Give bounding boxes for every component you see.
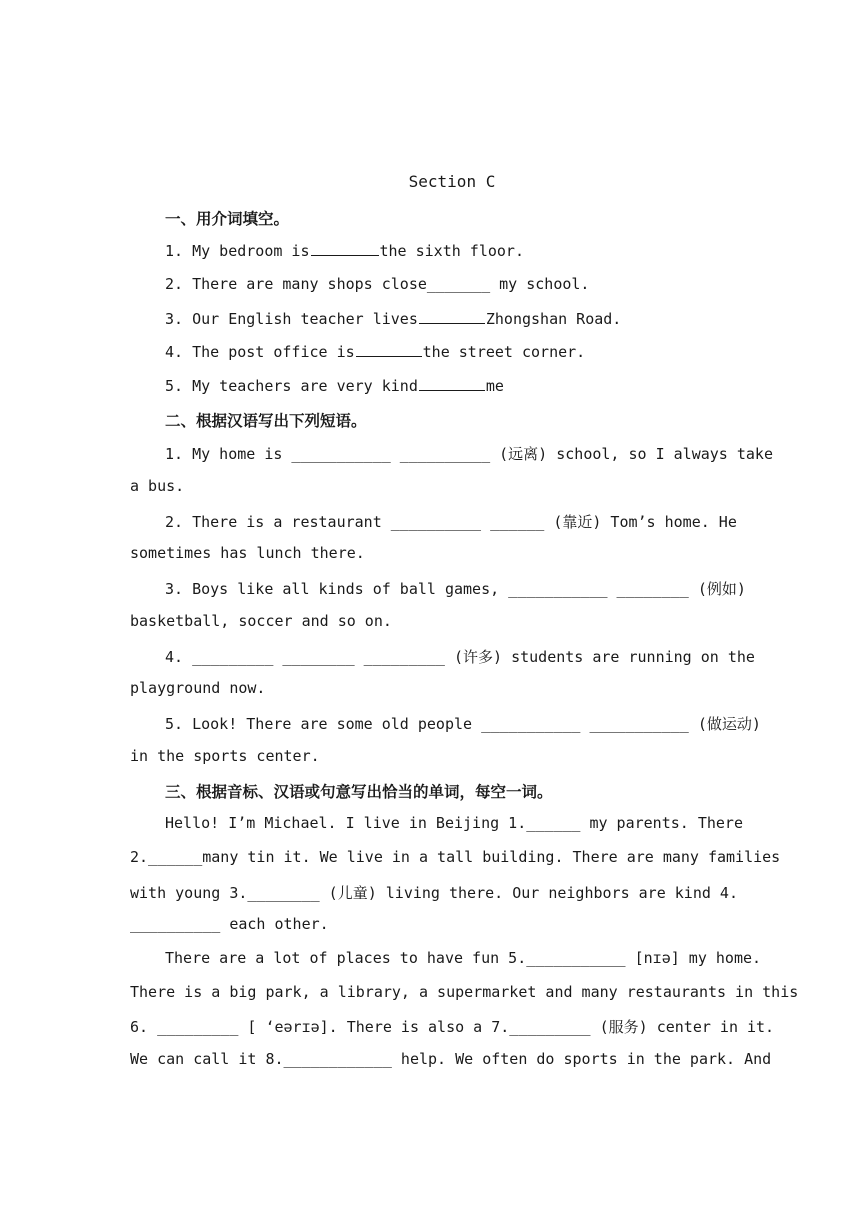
section1-item-3 <box>165 309 621 328</box>
item-text: 4. The post office is <box>165 343 355 361</box>
passage-line: 6. _________ [ ‘eərɪə]. There is also a 7._________ (服务) center in it. <box>130 1018 775 1036</box>
section2-line: a bus. <box>130 477 185 495</box>
section1-item-2 <box>165 275 589 293</box>
section2-line: playground now. <box>130 679 266 697</box>
item-text: the sixth floor. <box>379 242 524 260</box>
passage-line: We can call it 8.____________ help. We often do sports in the park. And <box>130 1050 772 1068</box>
section2-line: 4. _________ ________ _________ (许多) students are running on the <box>165 648 755 666</box>
blank[interactable] <box>356 342 422 357</box>
passage-line: __________ each other. <box>130 915 329 933</box>
section1-item-1 <box>165 241 524 260</box>
section2-heading: 二、根据汉语写出下列短语。 <box>165 412 367 430</box>
passage-line: There are a lot of places to have fun 5.___________ [nɪə] my home. <box>165 949 762 967</box>
item-text: 3. Our English teacher lives <box>165 310 418 328</box>
section2-line: 3. Boys like all kinds of ball games, ___________ ________ (例如) <box>165 580 746 598</box>
section3-heading: 三、根据音标、汉语或句意写出恰当的单词，每空一词。 <box>165 783 553 801</box>
section1-item-5 <box>165 376 504 395</box>
passage-line: 2.______many tin it. We live in a tall building. There are many families <box>130 848 781 866</box>
passage-line: There is a big park, a library, a supermarket and many restaurants in this <box>130 983 799 1001</box>
item-text: 5. My teachers are very kind <box>165 377 418 395</box>
blank[interactable] <box>419 309 485 324</box>
item-text: Zhongshan Road. <box>485 310 622 328</box>
passage-line: Hello! I’m Michael. I live in Beijing 1.______ my parents. There <box>165 814 743 832</box>
page-title: Section C <box>408 172 496 191</box>
item-text: 2. There are many shops close_______ <box>165 275 491 293</box>
blank[interactable] <box>419 376 485 391</box>
blank[interactable] <box>311 241 379 256</box>
item-text: 1. My bedroom is <box>165 242 310 260</box>
section2-line: 5. Look! There are some old people ___________ ___________ (做运动) <box>165 715 761 733</box>
section1-item-4 <box>165 342 585 361</box>
section1-heading: 一、用介词填空。 <box>165 210 290 228</box>
section2-line: 1. My home is ___________ __________ (远离) school, so I always take <box>165 445 773 463</box>
section2-line: in the sports center. <box>130 747 320 765</box>
section2-line: basketball, soccer and so on. <box>130 612 392 630</box>
item-text: the street corner. <box>422 343 586 361</box>
section2-line: sometimes has lunch there. <box>130 544 365 562</box>
section2-line: 2. There is a restaurant __________ ______ (靠近) Tom’s home. He <box>165 513 737 531</box>
item-text: my school. <box>499 275 590 293</box>
item-text: me <box>485 377 504 395</box>
passage-line: with young 3.________ (儿童) living there. Our neighbors are kind 4. <box>130 884 738 902</box>
